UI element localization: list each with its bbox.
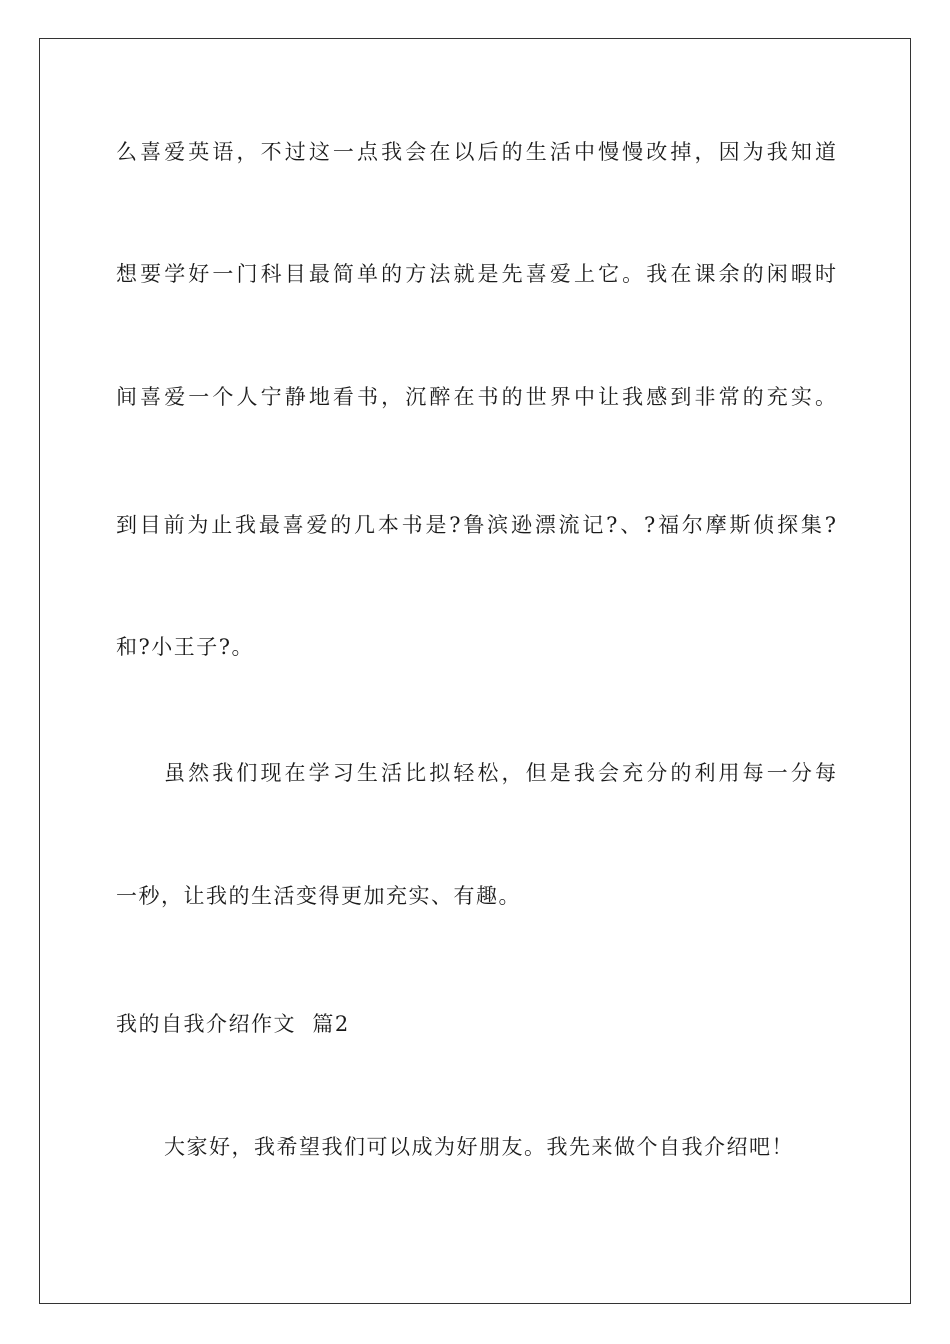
text-line: 和?小王子?。 [116,635,255,659]
text-line: 想要学好一门科目最简单的方法就是先喜爱上它。我在课余的闲暇时 [116,262,836,286]
paragraph-first-line: 虽然我们现在学习生活比拟轻松，但是我会充分的利用每一分每 [164,761,836,785]
text-line: 间喜爱一个人宁静地看书，沉醉在书的世界中让我感到非常的充实。 [116,385,836,409]
page-frame [39,38,911,1304]
section-heading: 我的自我介绍作文 篇2 [116,1012,350,1036]
text-line: 一秒，让我的生活变得更加充实、有趣。 [116,884,521,908]
text-line: 么喜爱英语，不过这一点我会在以后的生活中慢慢改掉，因为我知道 [116,140,836,164]
paragraph-first-line: 大家好，我希望我们可以成为好朋友。我先来做个自我介绍吧！ [164,1135,794,1159]
text-line: 到目前为止我最喜爱的几本书是?鲁滨逊漂流记?、?福尔摩斯侦探集? [116,513,836,537]
